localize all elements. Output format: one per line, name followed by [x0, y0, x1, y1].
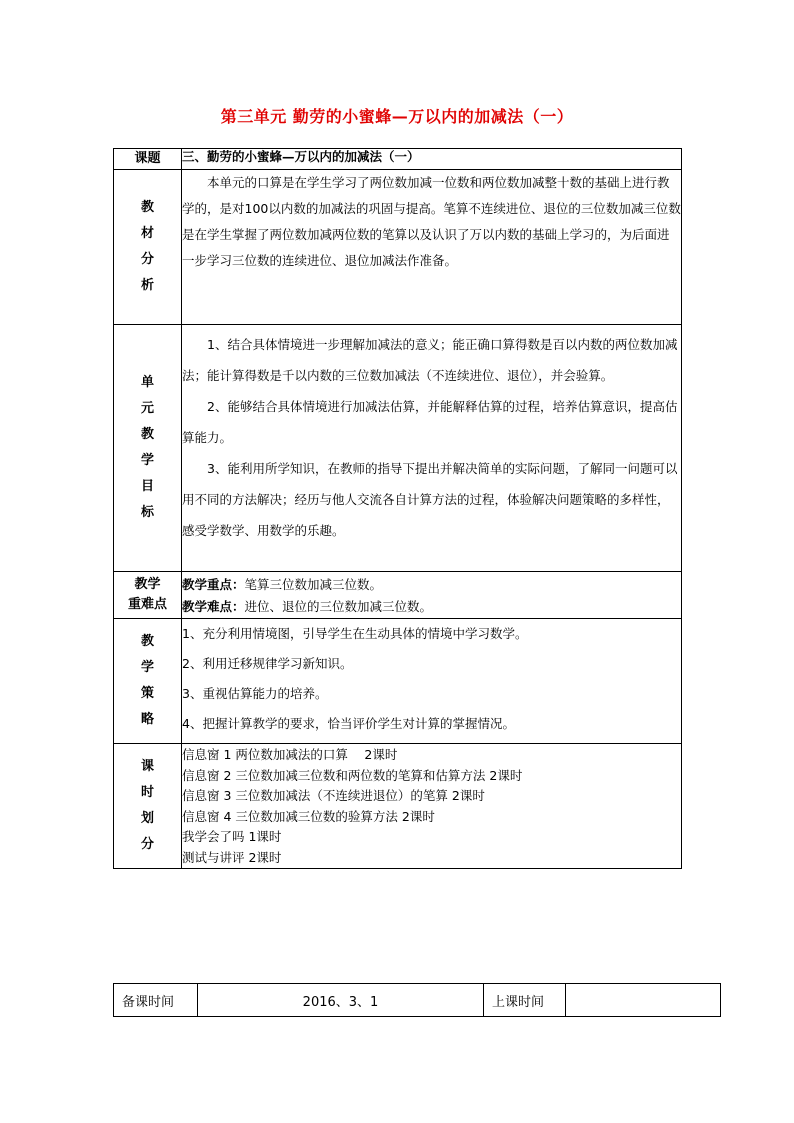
difficulty-line: 教学难点：进位、退位的三位数加减三位数。: [182, 599, 433, 614]
schedule-item: 信息窗 4 三位数加减三位数的验算方法 2课时: [182, 808, 435, 824]
schedule-row: [114, 744, 682, 869]
keypoints-content: [182, 572, 682, 619]
class-time-label: 上课时间: [484, 984, 566, 1017]
analysis-row: [114, 170, 682, 325]
schedule-content: [182, 744, 682, 869]
class-time-value: [566, 984, 721, 1017]
strategy-item: 2、利用迁移规律学习新知识。: [182, 656, 353, 671]
lesson-plan-table: [113, 148, 682, 869]
page-title: 第三单元 勤劳的小蜜蜂—万以内的加减法（一）: [220, 107, 574, 126]
strategy-item: 4、把握计算教学的要求，恰当评价学生对计算的掌握情况。: [182, 716, 515, 731]
topic-value: 三、勤劳的小蜜蜂—万以内的加减法（一）: [182, 149, 682, 170]
analysis-text: 本单元的口算是在学生学习了两位数加减一位数和两位数加减整十数的基础上进行教学的，是对100以内数的加减法的巩固与提高。笔算不连续进位、退位的三位数加减三位数是在学生掌握了两位数加减两位数的笔算以及认识了万以内数的基础上学习的，为后面进一步学习三位数的连续进位、退位加减法作准备。: [182, 175, 681, 268]
goal-item: 3、能利用所学知识，在教师的指导下提出并解决简单的实际问题，了解同一问题可以用不同的方法解决；经历与他人交流各自计算方法的过程，体验解决问题策略的多样性，感受学数学、用数学的乐趣。: [182, 461, 678, 538]
analysis-content: [182, 170, 682, 325]
schedule-item: 我学会了吗 1课时: [182, 829, 282, 844]
goals-label: 单 元 教 学 目 标: [114, 325, 182, 572]
strategy-item: 1、充分利用情境图，引导学生在生动具体的情境中学习数学。: [182, 626, 528, 641]
goals-row: [114, 325, 682, 572]
schedule-item: 测试与讲评 2课时: [182, 849, 282, 865]
footer-row: [114, 984, 721, 1017]
keypoints-label: 教学 重难点: [114, 572, 182, 619]
schedule-label: 课 时 划 分: [114, 744, 182, 869]
goal-item: 1、结合具体情境进一步理解加减法的意义；能正确口算得数是百以内数的两位数加减法；能计算得数是千以内数的三位数加减法（不连续进位、退位），并会验算。: [182, 337, 678, 383]
strategy-label: 教 学 策 略: [114, 619, 182, 744]
strategy-content: [182, 619, 682, 744]
schedule-item: 信息窗 2 三位数加减三位数和两位数的笔算和估算方法 2课时: [182, 767, 523, 783]
strategy-row: [114, 619, 682, 744]
schedule-item: 信息窗 1 两位数加减法的口算 2课时: [182, 747, 398, 762]
keypoints-row: [114, 572, 682, 619]
goal-item: 2、能够结合具体情境进行加减法估算，并能解释估算的过程，培养估算意识，提高估算能力。: [182, 399, 678, 445]
footer-table: [113, 983, 721, 1017]
schedule-item: 信息窗 3 三位数加减法（不连续进退位）的笔算 2课时: [182, 788, 485, 803]
analysis-label: 教 材 分 析: [114, 170, 182, 325]
prep-time-label: 备课时间: [114, 984, 198, 1017]
prep-time-value: 2016、3、1: [198, 984, 484, 1017]
strategy-item: 3、重视估算能力的培养。: [182, 686, 328, 701]
topic-label: 课题: [114, 149, 182, 170]
topic-row: [114, 149, 682, 170]
focus-line: 教学重点：笔算三位数加减三位数。: [182, 577, 383, 592]
goals-content: [182, 325, 682, 572]
